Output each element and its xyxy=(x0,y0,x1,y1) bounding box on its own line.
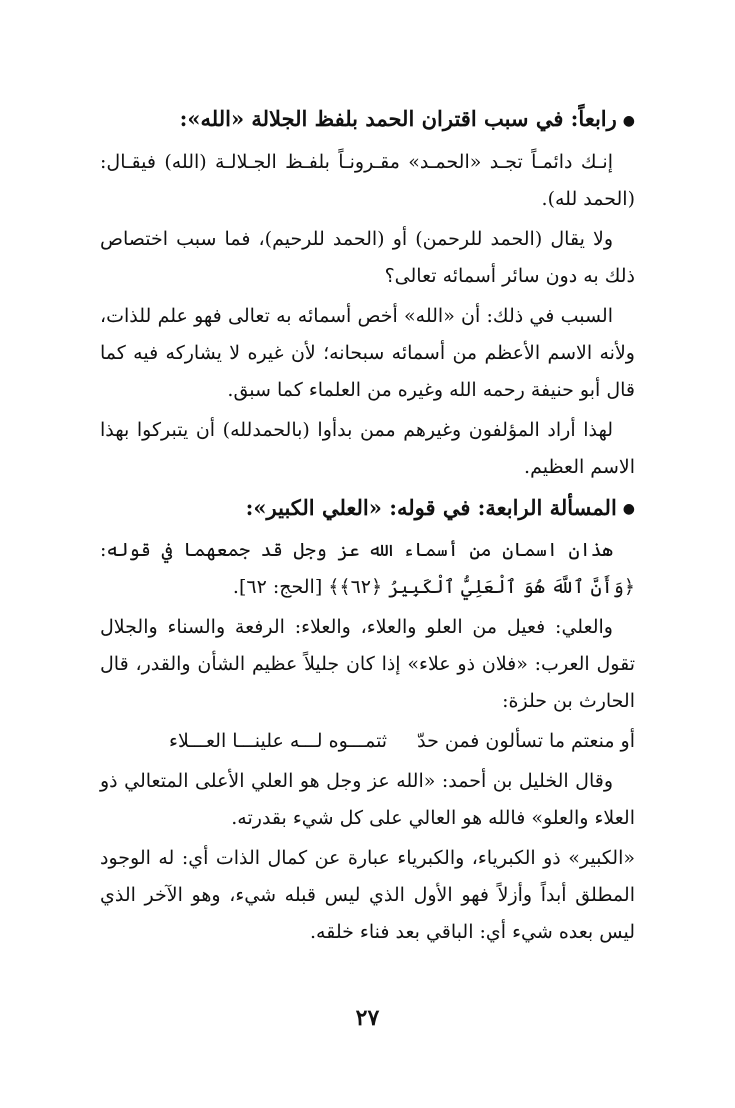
section-heading-fourth-issue xyxy=(100,489,635,529)
paragraph: ولا يقال (الحمد للرحمن) أو (الحمد للرحيم)، فما سبب اختصاص ذلك به دون سائر أسمائه تعالى؟ xyxy=(100,227,635,287)
paragraph: «الكبير» ذو الكبرياء، والكبرياء عبارة عن كمال الذات أي: له الوجود المطلق أبداً وأزلاً فهو الأول الذي ليس قبله شيء، وهو الآخر الذي ليس بعده شيء أي: الباقي بعد فناء خلقه. xyxy=(100,847,635,943)
quran-verse: هُوَ ٱلْعَلِيُّ ٱلْكَبِيرُ ﴿٦٢﴾﴾ xyxy=(328,576,545,598)
heading-text: رابعاً: في سبب اقتران الحمد بلفظ الجلالة «الله»: xyxy=(179,106,617,131)
poetry-verse xyxy=(100,723,635,760)
page-number: ٢٧ xyxy=(355,1005,380,1031)
verse-first-hemistich: أو منعتم ما تسألون فمن حدّ xyxy=(417,730,635,752)
bullet-icon: ● xyxy=(622,112,635,129)
quran-reference: [الحج: ٦٢]. xyxy=(232,576,323,598)
paragraph: وقال الخليل بن أحمد: «الله عز وجل هو العلي الأعلى المتعالي ذو العلاء والعلو» فالله هو العالي على كل شيء بقدرته. xyxy=(100,770,635,829)
paragraph: إنـك دائمـاً تجـد «الحمـد» مقـرونـاً بلفـظ الجـلالـة (الله) فيقـال: (الحمد لله). xyxy=(100,150,635,210)
paragraph-quran-quote xyxy=(100,532,635,606)
section-heading-fourth xyxy=(100,100,635,140)
heading-text: المسألة الرابعة: في قوله: «العلي الكبير»: xyxy=(245,494,617,520)
paragraph: والعلي: فعيل من العلو والعلاء، والعلاء: الرفعة والسناء والجلال تقول العرب: «فلان ذو علاء» إذا كان جليلاً عظيم الشأن والقدر، قال الحارث بن حلزة: xyxy=(100,616,635,712)
paragraph: السبب في ذلك: أن «الله» أخص أسمائه به تعالى فهو علم للذات، ولأنه الاسم الأعظم من أسمائه سبحانه؛ لأن غيره لا يشاركه فيه كما قال أبو حنيفة رحمه الله وغيره من العلماء كما سبق. xyxy=(100,304,635,401)
verse-second-hemistich: ثتمـــوه لـــه علينـــا العـــلاء xyxy=(169,730,388,752)
paragraph: لهذا أراد المؤلفون وغيرهم ممن بدأوا (بالحمدلله) أن يتبركوا بهذا الاسم العظيم. xyxy=(100,418,635,478)
paragraph-text: هذان اسمان من أسماء الله عز وجل قد جمعهما في قوله: ﴿وَأَنَّ ٱللَّهَ xyxy=(100,539,635,598)
bullet-icon: ● xyxy=(622,501,635,517)
